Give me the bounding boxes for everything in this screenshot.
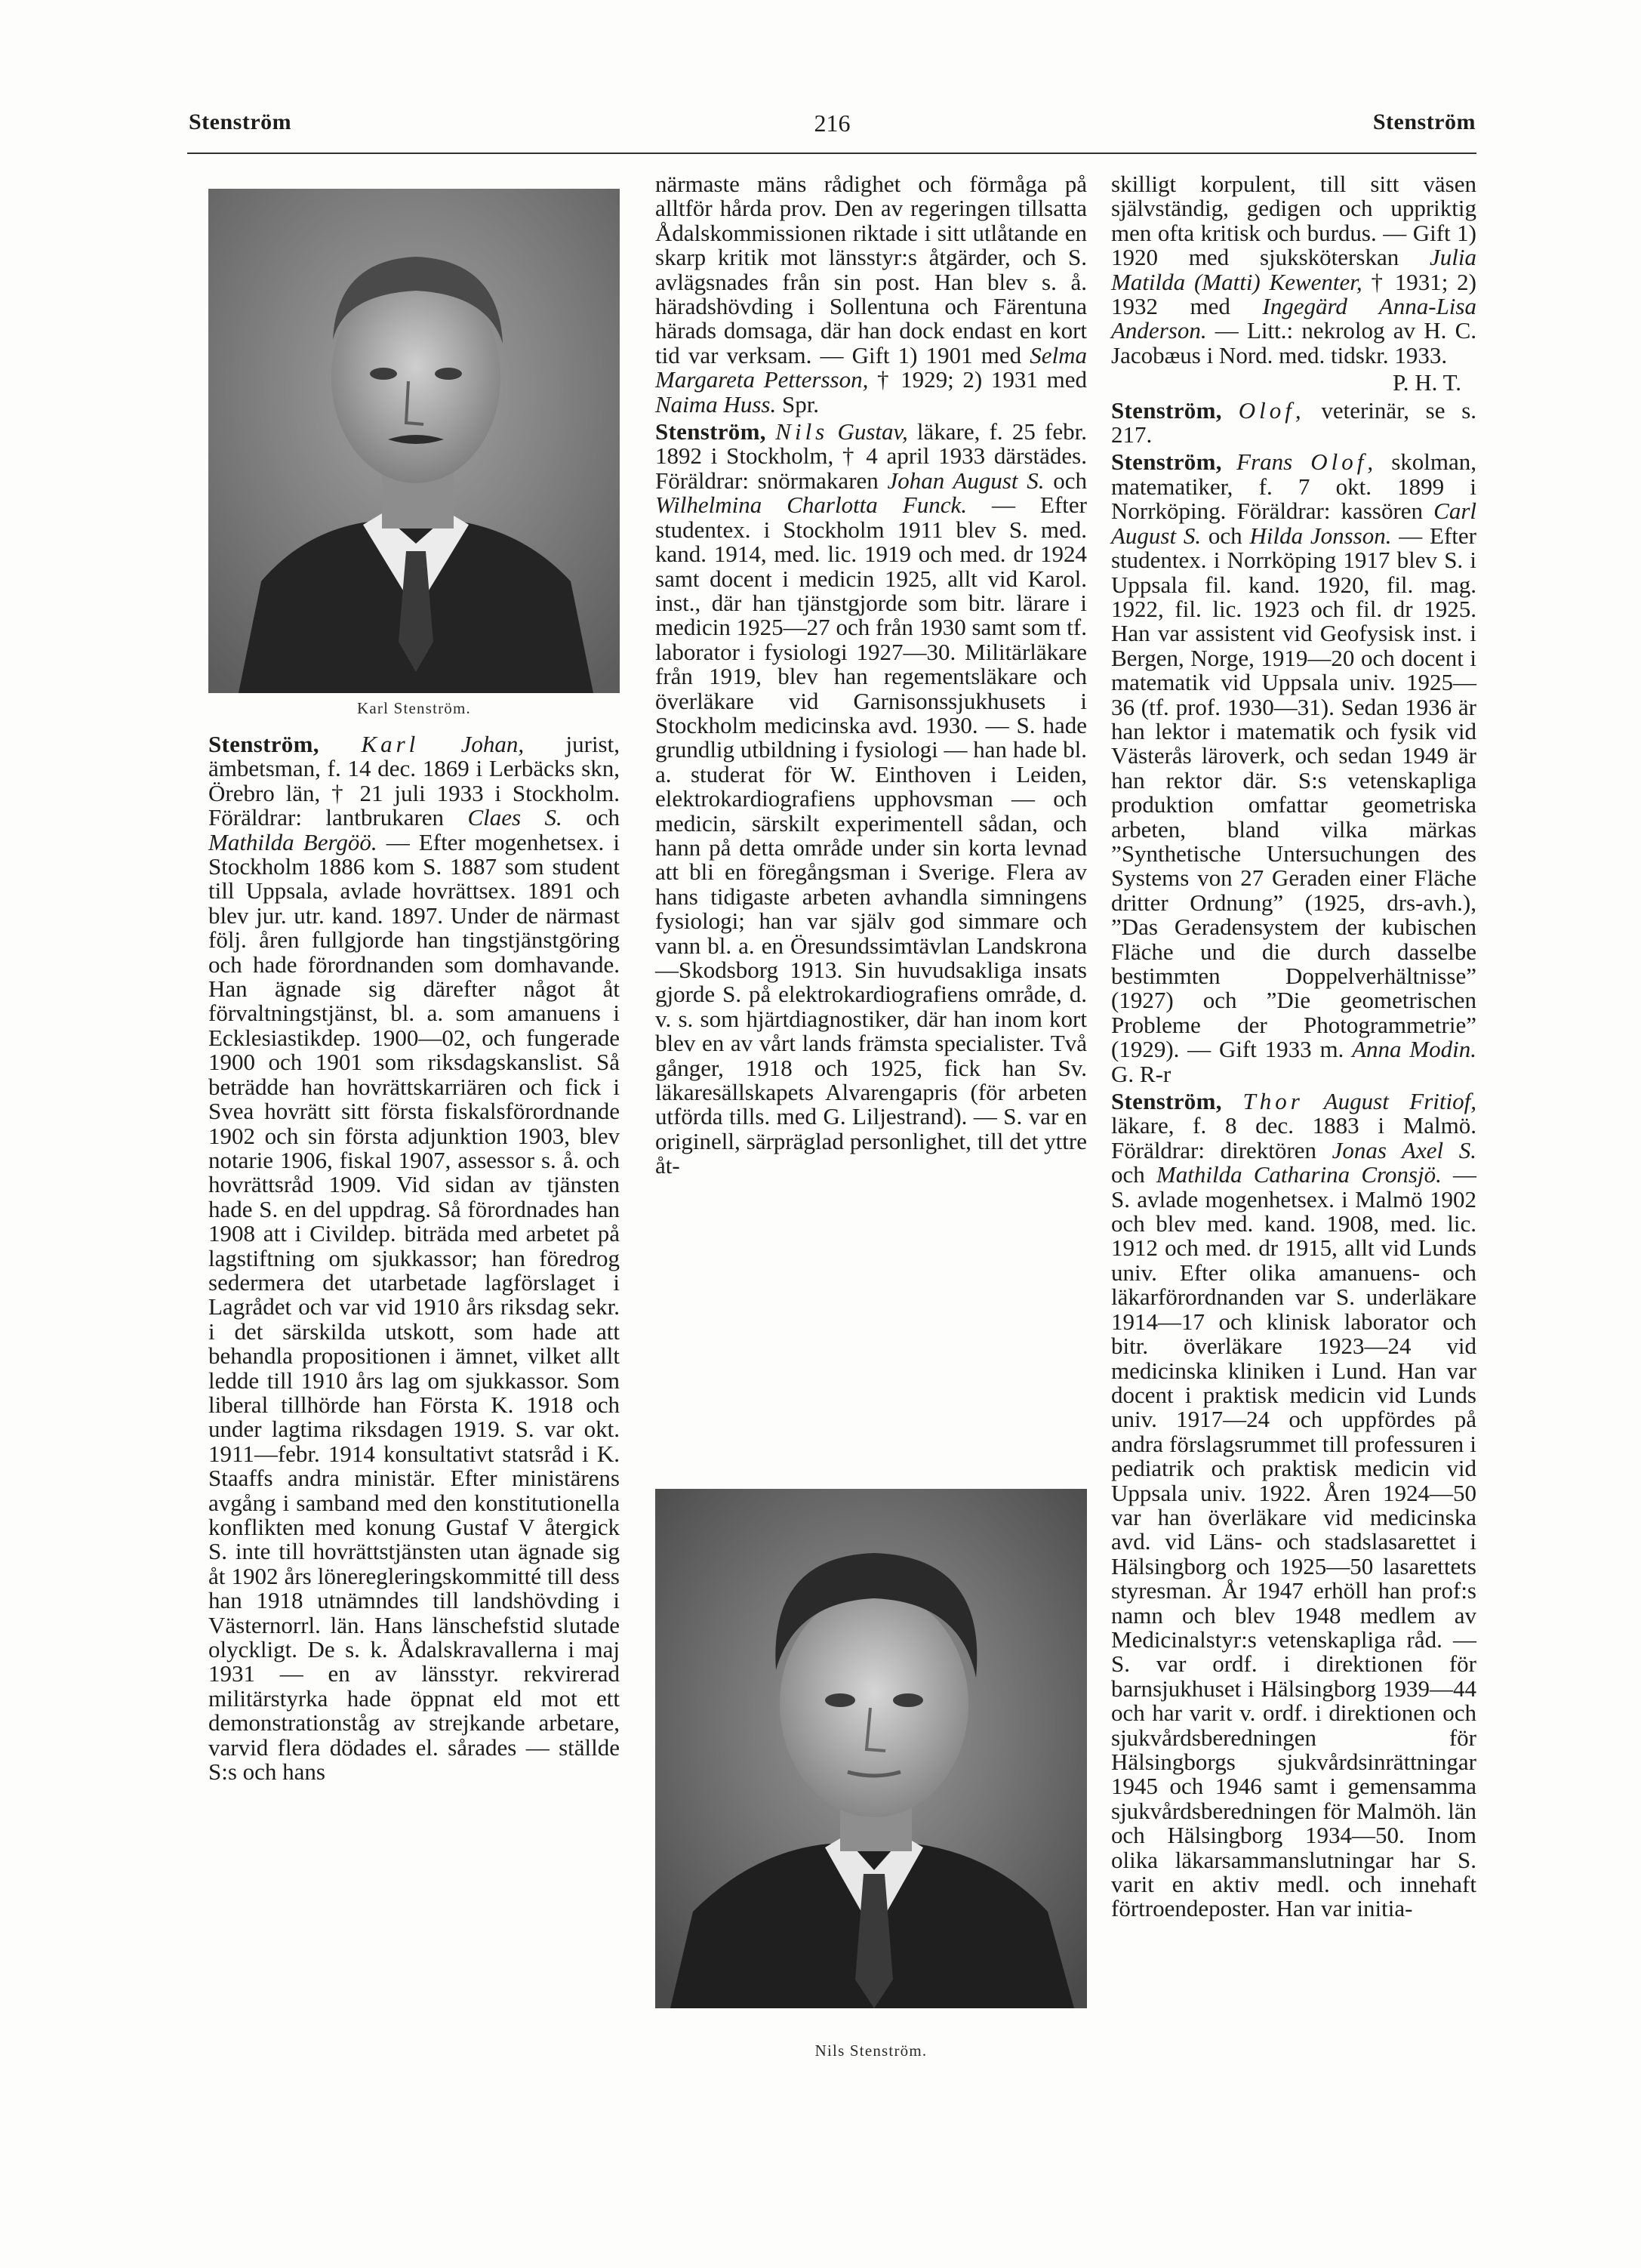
text-run: jurist, ämbetsman, f. 14 dec. 1869 i Lerbäcks skn, Örebro län, † 21 juli 1933 i Stockholm. Föräldrar: lantbrukaren — [208, 731, 620, 831]
running-head-right: Stenström — [1372, 109, 1476, 134]
text-run: läkare, f. 8 dec. 1883 i Malmö. Föräldrar: direktören — [1111, 1112, 1476, 1163]
text-run: Ingegärd Anna-Lisa Anderson. — [1111, 293, 1476, 344]
entry-olof-veterinar — [1111, 396, 1477, 448]
text-run: Frans — [1236, 448, 1293, 476]
text-run: Spr. — [776, 390, 820, 418]
text-run: G. R-r — [1111, 1060, 1171, 1087]
text-run: — Efter studentex. i Norrköping 1917 blev S. i Uppsala fil. kand. 1920, fil. mag. 1922, fil. lic. 1923 och fil. dr 1925. Han var assistent vid Geofysisk inst. i Bergen, Norge, 1919—20 och docent i matematik vid Uppsala univ. 1925—36 (tf. prof. 1930—31). Sedan 1936 är han lektor i matematik och fysik vid Västerås läroverk, och sedan 1949 är han rektor där. S:s vetenskapliga produktion omfattar geometriska arbeten, bland vilka märkas ”Synthetische Untersuchungen des Systems von 27 Geraden einer Fläche dritter Ordnung” (1925, drs-avh.), ”Das Geradensystem der kubischen Fläche und die durch dasselbe bestimmten Doppelverhältnisse” (1927) och ”Die geometrischen Probleme der Photogrammetrie” (1929). — Gift 1933 m. — [1111, 522, 1476, 1063]
column-1 — [208, 732, 620, 1784]
text-run: Stenström, — [208, 731, 362, 757]
text-run: Karl — [361, 731, 420, 757]
text-run: Mathilda Bergöö. — [208, 828, 377, 855]
text-run: — S. avlade mogenhetsex. i Malmö 1902 och blev med. kand. 1908, med. lic. 1912 och med. dr 1915, allt vid Lunds univ. Efter olika amanuens- och läkarförordnanden var S. underläkare 1914—17 och klinisk laborator och bitr. överläkare 1923—24 vid medicinska kliniken i Lund. Han var docent i praktisk medicin vid Lunds univ. 1917—24 och uppfördes på andra förslagsrummet till professuren i pediatrik och praktisk medicin vid Uppsala univ. 1922. Åren 1924—50 var han överläkare vid medicinska avd. vid Läns- och stadslasarettet i Hälsingborg och 1925—50 lasarettets styresman. År 1947 erhöll han prof:s namn och blev 1948 medlem av Medicinalstyr:s vetenskapliga råd. — S. var ordf. i direktionen för barnsjukhuset i Hälsingborg 1939—44 och har varit v. ordf. i direktionen och sjukvårdsberedningen för Hälsingborgs sjukvårdsinrättningar 1945 och 1946 samt i gemensamma sjukvårdsberedningen för Malmöh. län och Hälsingborg 1934—50. Inom olika läkarsammanslutningar har S. varit en aktiv medl. och innehaft förtroendeposter. Han var initia- — [1111, 1161, 1476, 1922]
entry-karl-johan-continued — [655, 172, 1087, 417]
entry-nils-gustav-continued — [1111, 172, 1476, 368]
text-run: Selma Margareta Pettersson, — [655, 341, 1087, 393]
text-run: och — [1201, 522, 1250, 549]
text-run: — Efter studentex. i Stockholm 1911 blev S. med. kand. 1914, med. lic. 1919 och med. dr 1924 samt docent i medicin 1925, allt vid Karol. inst., där han tjänstgjorde som bitr. lärare i medicin 1925—27 och från 1930 samt som tf. laborator i fysiologi 1927—30. Militärläkare från 1919, blev han regementsläkare och överläkare vid Garnisonssjukhusets i Stockholm medicinska avd. 1930. — S. hade grundlig utbildning i fysiologi — han hade bl. a. studerat för W. Einthoven i Leiden, elektrokardiografiens upphovsman — och medicin, särskilt experimentell sådan, och hann på detta område under sin korta levnad att bli en föregångsman i Sverige. Flera av hans tidigaste arbeten avhandla simningens fysiologi; han var själv god simmare och vann bl. a. en Öresundssimtävlan Landskrona—Skodsborg 1913. Sin huvudsakliga insats gjorde S. på elektrokardiografiens område, d. v. s. som hjärtdiagnostiker, där han inom kort blev en av vårt lands främsta specialister. Två gånger, 1918 och 1925, fick han Sv. läkaresällskapets Alvarengapris (för arbeten utförda tills. med G. Liljestrand). — S. var en originell, särpräglad personlighet, till det yttre åt- — [655, 492, 1087, 1179]
text-run: Anna Modin. — [1352, 1036, 1476, 1063]
text-run: August Fritiof, — [1303, 1088, 1476, 1115]
portrait-karl-stenstrom — [208, 189, 620, 693]
text-run: Claes S. — [467, 804, 562, 831]
text-run: Thor — [1242, 1088, 1304, 1115]
text-run: Johan, — [419, 731, 525, 757]
running-head-left: Stenström — [189, 109, 292, 134]
text-run: — Litt.: nekrolog av H. C. Jacobæus i Nord. med. tidskr. 1933. — [1111, 317, 1476, 368]
text-run: Stenström, — [1111, 448, 1237, 476]
text-run: — Efter mogenhetsex. i Stockholm 1886 kom S. 1887 som student till Uppsala, avlade hovrättsex. 1891 och blev jur. utr. kand. 1897. Under de närmast följ. åren fullgjorde han tingstjänstgöring och hade förordnanden som domhavande. Han ägnade sig därefter något åt förvaltningstjänst, bl. a. som amanuens i Ecklesiastikdep. 1900—02, och fungerade 1900 och 1901 som riksdagskanslist. Så beträdde han hovrättskarriären och fick i Svea hovrätt sitt första fiskalsförordnande 1902 och sin första adjunktion 1903, blev notarie 1906, fiskal 1907, assessor s. å. och hovrättsråd 1909. Vid sidan av tjänsten hade S. en del uppdrag. Så förordnades han 1908 att i Civildep. biträda med arbetet på lagstiftning om sjukkassor; han föredrog sedermera det utarbetade lagförslaget i Lagrådet och var vid 1910 års riksdag sekr. i det särskilda utskott, som hade att behandla propositionen i ämnet, vilket allt ledde till 1910 års lag om sjukkassor. Som liberal tillhörde han Första K. 1918 och under lagtima riksdagen 1919. S. var okt. 1911—febr. 1914 konsultativt statsråd i K. Staaffs andra ministär. Efter ministärens avgång i samband med den konstitutionella konflikten med konung Gustaf V återgick S. inte till hovrättstjänsten utan ägnade sig åt 1902 års löneregleringskommitté till dess han 1918 utnämndes till landshövding i Västernorrl. län. Hans länschefstid slutade olyckligt. De s. k. Ådalskravallerna i maj 1931 — en av länsstyr. rekvirerad militärstyrka hade öppnat eld mot ett demonstrationståg av strejkande arbetare, varvid flera dödades el. sårades — ställde S:s och hans — [208, 828, 620, 1786]
text-run: veterinär, se s. 217. — [1111, 396, 1477, 448]
text-run: † 1929; 2) 1931 med — [868, 366, 1087, 393]
text-run: Wilhelmina Charlotta Funck. — [655, 492, 968, 519]
text-run: och — [1111, 1161, 1156, 1188]
text-run: Stenström, — [1111, 396, 1239, 424]
text-run: skolman, matematiker, f. 7 okt. 1899 i Norrköping. Föräldrar: kassören — [1111, 448, 1476, 525]
text-run: skilligt korpulent, till sitt väsen självständig, gedigen och uppriktig men ofta kritisk och burdus. — Gift 1) 1920 med sjuksköterskan — [1111, 171, 1476, 271]
text-run: Stenström, — [655, 418, 776, 445]
caption-nils-stenstrom: Nils Stenström. — [814, 2042, 928, 2060]
text-run: Nils — [775, 418, 829, 445]
text-run: Jonas Axel S. — [1332, 1136, 1476, 1163]
column-2 — [655, 172, 1087, 1179]
text-run: och — [562, 804, 620, 831]
text-run: Mathilda Catharina Cronsjö. — [1156, 1161, 1442, 1188]
caption-karl-stenstrom: Karl Stenström. — [357, 699, 471, 717]
entry-frans-olof — [1111, 450, 1476, 1086]
text-run: Naima Huss. — [655, 390, 777, 418]
page-number: 216 — [814, 109, 851, 137]
text-run: läkare, f. 25 febr. 1892 i Stockholm, † 4 april 1933 därstädes. Föräldrar: snörmakaren — [655, 418, 1087, 494]
text-run: † 1931; 2) 1932 med — [1111, 268, 1477, 320]
entry-thor-august-fritiof — [1111, 1089, 1476, 1921]
portrait-nils-stenstrom — [655, 1489, 1087, 2008]
text-run: och — [1044, 467, 1087, 494]
text-run: Carl August S. — [1111, 498, 1476, 549]
text-run: Gustav, — [828, 418, 908, 445]
signature-pht: P. H. T. — [1392, 369, 1461, 396]
header-rule — [187, 153, 1476, 154]
text-run: Olof, — [1292, 448, 1378, 476]
column-3 — [1111, 172, 1476, 1921]
entry-nils-gustav — [655, 420, 1087, 1179]
text-run: Johan August S. — [887, 467, 1045, 494]
text-run: Hilda Jonsson. — [1249, 522, 1392, 549]
entry-karl-johan — [208, 732, 620, 1784]
text-run: Stenström, — [1111, 1088, 1243, 1115]
running-head — [189, 109, 1476, 147]
text-run: närmaste mäns rådighet och förmåga på alltför hårda prov. Den av regeringen tillsatta Ådalskommissionen riktade i sitt utlåtande en skarp kritik mot länsstyr:s åtgärder, och S. avlägsnades från sin post. Han blev s. å. häradshövding i Sollentuna och Färentuna härads domsaga, där han dock endast en kort tid var verksam. — Gift 1) 1901 med — [655, 171, 1087, 368]
text-run: Julia Matilda (Matti) Kewenter, — [1111, 244, 1476, 295]
text-run: Olof, — [1238, 396, 1305, 424]
